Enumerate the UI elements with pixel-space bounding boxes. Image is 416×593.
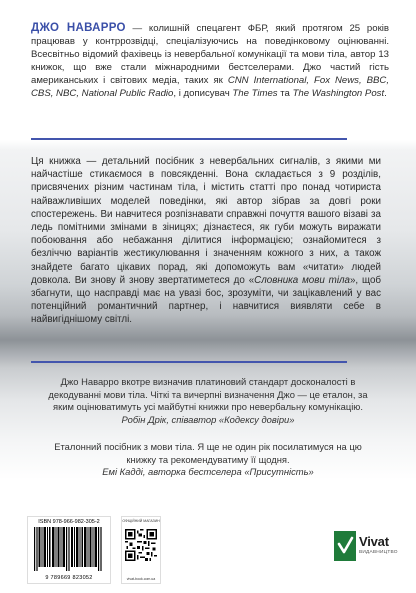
author-bio-paper-2: The Washington Post [292,88,385,99]
review-text: Еталонний посібник з мови тіла. Я ще не один рік посилатимуся на цю книжку та рекомендуватиму її щодня. [54,441,362,465]
description-dictionary-title: Словника мови тіла [254,274,350,286]
review-author: Робін Дрік, співавтор «Кодексу довіри» [121,413,295,425]
author-bio-text-2: , і дописувач [173,88,233,99]
barcode-digits: 9 789669 823052 [45,575,93,581]
book-description [31,155,381,327]
author-bio [31,22,389,100]
review-text: Джо Наварро вкотре визначив платиновий стандарт досконалості в декодуванні мови тіла. Чіткі та вичерпні визначення Джо — це еталон, за яким оцінюватимуть усі майбутні книжки про невербальну комунікацію. [48,376,368,413]
divider-bottom [31,361,347,363]
review-2 [40,441,376,479]
divider-top [31,138,347,140]
qr-code-icon [125,529,157,561]
isbn-barcode-box [27,516,111,584]
author-bio-text-3: та [277,88,293,99]
publisher-logo [334,528,396,566]
author-name: ДЖО НАВАРРО [31,22,126,34]
barcode-icon [34,527,104,571]
author-bio-text-1: — колишній спецагент ФБР, який протягом 25 років працював у контррозвідці, спеціалізуючись на поведінковому оцінюванні. Всесвітньо відомий фахівець із невербальної комунікації та мови тіла, автор 13 книжок, що вже стали міжнародними бестселерами. Джо частий гість американських і світових медіа, таких як [31,23,390,86]
review-1 [40,376,376,426]
qr-code-box [121,516,161,584]
description-text-2: », щоб збагнути, що насправді має на увазі бос, зрозуміти, чи зацікавлений у вас потенційний романтичний партнер, і навчитися виявляти себе в найвигіднішому світлі. [31,274,382,326]
publisher-name: Vivat [359,534,389,549]
author-bio-text-4: . [384,88,387,99]
description-text-1: Ця книжка — детальний посібник з невербальних сигналів, з якими ми найчастіше стикаємося в повсякденні. Вона складається з 9 розділів, присвячених різним частинам тіла, і містить статті про понад чотириста найважливіших моделей поведінки, які автор зібрав за довгі роки спостережень. Ви навчитеся розпізнавати справжні почуття вашого візаві за ледь помітними змінами в зіницях; дізнаєтеся, як губи можуть виражати побоювання або небажання ділитися інформацією; ознайомитеся з безліччю варіантів жестикулювання і значенням кожного з них, а також знайдете багато цікавих порад, які допоможуть вам «читати» людей довкола. Ви знову й знову звертатиметеся до « [31,156,381,286]
qr-bottom-caption: vivat-book.com.ua [126,577,156,581]
review-author: Емі Кадді, авторка бестселера «Присутність» [102,466,314,478]
qr-top-caption: ОФІЦІЙНИЙ МАГАЗИН [122,519,160,523]
vivat-logo-icon [334,531,356,561]
author-bio-media-list: CNN International, Fox News, BBC, CBS, NBC, National Public Radio [31,75,389,99]
isbn-label: ISBN 978-966-982-305-2 [38,519,100,525]
publisher-subtitle: ВИДАВНИЦТВО [359,550,398,555]
author-bio-paper-1: The Times [232,88,278,99]
